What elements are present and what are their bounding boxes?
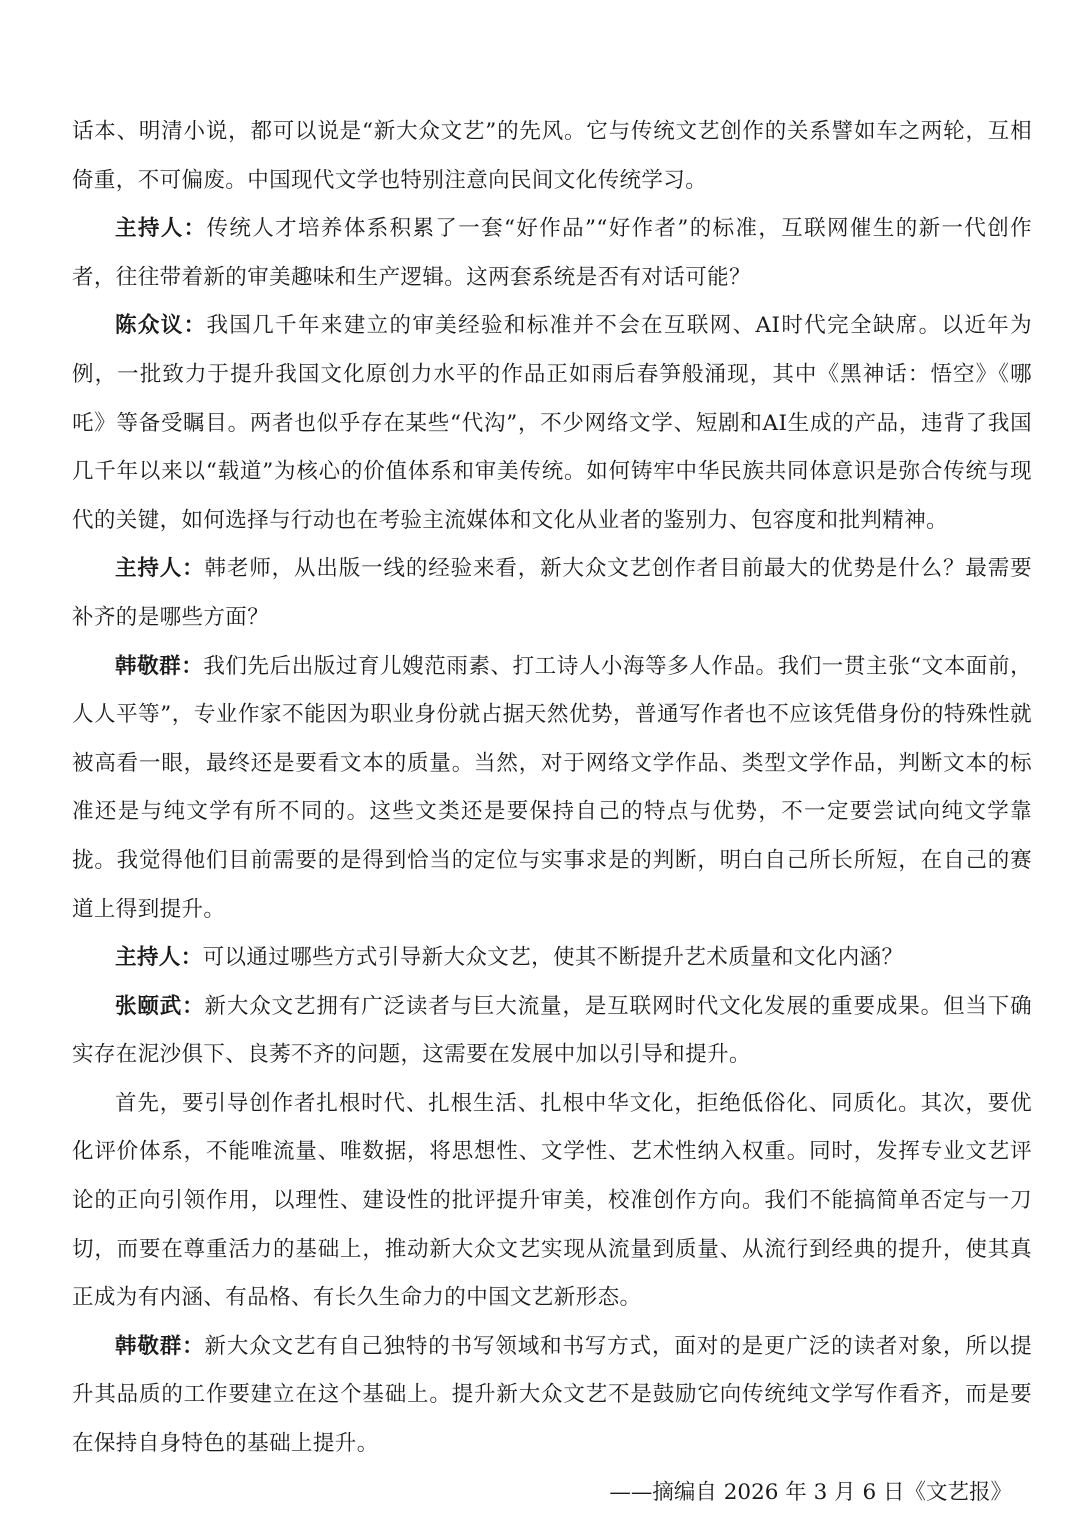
paragraph-5 (72, 643, 1032, 935)
speaker-label: 主持人： (115, 945, 203, 971)
paragraph-7 (72, 983, 1032, 1080)
speaker-label: 主持人： (115, 216, 207, 242)
paragraph-2 (72, 205, 1032, 302)
paragraph-text: 韩老师，从出版一线的经验来看，新大众文艺创作者目前最大的优势是什么？最需要补齐的是哪些方面？ (72, 556, 1032, 630)
paragraph-text: 首先，要引导创作者扎根时代、扎根生活、扎根中华文化，拒绝低俗化、同质化。其次，要优化评价体系，不能唯流量、唯数据，将思想性、文学性、艺术性纳入权重。同时，发挥专业文艺评论的正向引领作用，以理性、建设性的批评提升审美，校准创作方向。我们不能搞简单否定与一刀切，而要在尊重活力的基础上，推动新大众文艺实现从流量到质量、从流行到经典的提升，使其真正成为有内涵、有品格、有长久生命力的中国文艺新形态。 (72, 1090, 1032, 1311)
article-body (72, 108, 1032, 1517)
speaker-label: 主持人： (115, 556, 205, 582)
paragraph-1 (72, 108, 1032, 205)
paragraph-3 (72, 302, 1032, 545)
paragraph-text: 话本、明清小说，都可以说是“新大众文艺”的先风。它与传统文艺创作的关系譬如车之两轮，互相倚重，不可偏废。中国现代文学也特别注意向民间文化传统学习。 (72, 119, 1032, 193)
source-citation: ——摘编自 2026 年 3 月 6 日《文艺报》 (609, 1479, 1012, 1505)
speaker-label: 韩敬群： (115, 653, 204, 679)
paragraph-4 (72, 545, 1032, 642)
paragraph-text: 传统人才培养体系积累了一套“好作品”“好作者”的标准，互联网催生的新一代创作者，往往带着新的审美趣味和生产逻辑。这两套系统是否有对话可能？ (72, 216, 1032, 290)
paragraph-6 (72, 934, 1032, 983)
paragraph-8 (72, 1080, 1032, 1323)
paragraph-9 (72, 1323, 1032, 1469)
paragraph-text: 我们先后出版过育儿嫂范雨素、打工诗人小海等多人作品。我们一贯主张“文本面前，人人平等”，专业作家不能因为职业身份就占据天然优势，普通写作者也不应该凭借身份的特殊性就被高看一眼，最终还是要看文本的质量。当然，对于网络文学作品、类型文学作品，判断文本的标准还是与纯文学有所不同的。这些文类还是要保持自己的特点与优势，不一定要尝试向纯文学靠拢。我觉得他们目前需要的是得到恰当的定位与实事求是的判断，明白自己所长所短，在自己的赛道上得到提升。 (72, 653, 1032, 922)
paragraph-text: 可以通过哪些方式引导新大众文艺，使其不断提升艺术质量和文化内涵？ (202, 945, 904, 971)
speaker-label: 韩敬群： (115, 1333, 205, 1359)
speaker-label: 陈众议： (115, 313, 207, 339)
speaker-label: 张颐武： (115, 993, 205, 1019)
paragraph-text: 新大众文艺拥有广泛读者与巨大流量，是互联网时代文化发展的重要成果。但当下确实存在泥沙俱下、良莠不齐的问题，这需要在发展中加以引导和提升。 (72, 993, 1032, 1068)
paragraph-text: 我国几千年来建立的审美经验和标准并不会在互联网、AI时代完全缺席。以近年为例，一批致力于提升我国文化原创力水平的作品正如雨后春笋般涌现，其中《黑神话：悟空》《哪吒》等备受瞩目。两者也似乎存在某些“代沟”，不少网络文学、短剧和AI生成的产品，违背了我国几千年以来以“载道”为核心的价值体系和审美传统。如何铸牢中华民族共同体意识是弥合传统与现代的关键，如何选择与行动也在考验主流媒体和文化从业者的鉴别力、包容度和批判精神。 (72, 313, 1032, 533)
paragraph-text: 新大众文艺有自己独特的书写领域和书写方式，面对的是更广泛的读者对象，所以提升其品质的工作要建立在这个基础上。提升新大众文艺不是鼓励它向传统纯文学写作看齐，而是要在保持自身特色的基础上提升。 (72, 1333, 1032, 1457)
